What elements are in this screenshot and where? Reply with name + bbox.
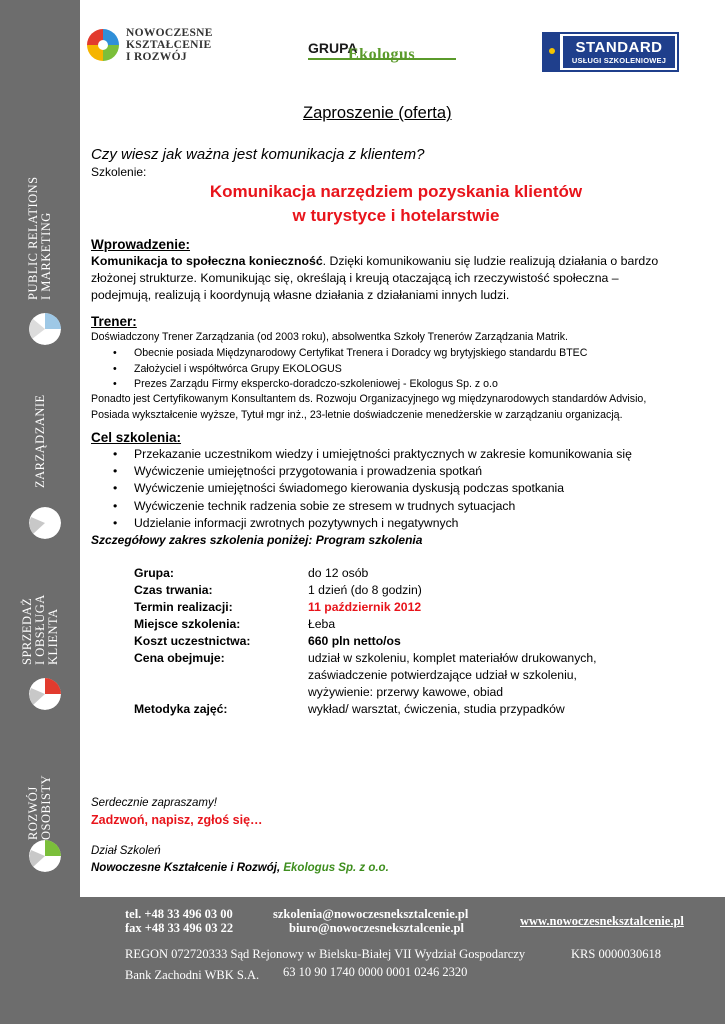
- footer: [80, 897, 725, 1024]
- detail-row: [134, 582, 694, 599]
- trainer-bullets: [113, 346, 587, 393]
- list-item: • Obecnie posiada Międzynarodowy Certyfikat Trenera i Doradcy wg brytyjskiego standardu BTEC: [113, 346, 587, 362]
- sidebar-circle-icon: [29, 840, 61, 872]
- sidebar-circle-icon: [29, 678, 61, 710]
- detail-label: Termin realizacji:: [134, 600, 233, 614]
- detail-row: [134, 667, 694, 684]
- footer-account: 63 10 90 1740 0000 0001 0246 2320: [283, 965, 468, 979]
- detail-label: Czas trwania:: [134, 583, 213, 597]
- question-line: Czy wiesz jak ważna jest komunikacja z klientem?: [91, 146, 425, 163]
- logo-standard-uslugi: STANDARD USŁUGI SZKOLENIOWEJ: [542, 32, 679, 72]
- detail-value: wyżywienie: przerwy kawowe, obiad: [308, 685, 504, 699]
- detail-row: [134, 565, 694, 582]
- trainer-heading: Trener:: [91, 314, 137, 329]
- trainer-line1: Doświadczony Trener Zarządzania (od 2003 roku), absolwentka Szkoły Trenerów Zarządzania Matrik.: [91, 331, 568, 343]
- program-note: Szczegółowy zakres szkolenia poniżej: Program szkolenia: [91, 533, 423, 547]
- closing-block: [91, 795, 389, 877]
- detail-value: 660 pln netto/os: [308, 634, 401, 648]
- course-title: Komunikacja narzędziem pozyskania klientów w turystyce i hotelarstwie: [209, 182, 583, 225]
- closing-dept: Dział Szkoleń: [91, 845, 161, 857]
- detail-value: wykład/ warsztat, ćwiczenia, studia przypadków: [308, 702, 565, 716]
- goal-bullets: [113, 446, 632, 532]
- detail-row: [134, 650, 694, 667]
- sidebar-label-zarzadzanie: ZARZĄDZANIE: [32, 394, 47, 488]
- logo-nowoczesne-ksztalcenie: NOWOCZESNE KSZTAŁCENIE I ROZWÓJ: [86, 27, 213, 63]
- detail-value: Łeba: [308, 617, 336, 631]
- sidebar-label-rozwoj: ROZWÓJ OSOBISTY: [26, 774, 53, 840]
- intro-heading: Wprowadzenie:: [91, 237, 191, 252]
- list-item: • Wyćwiczenie technik radzenia sobie ze stresem w trudnych sytuacjach: [113, 498, 632, 515]
- detail-row: [134, 599, 694, 616]
- footer-regon: REGON 072720333 Sąd Rejonowy w Bielsku-Białej VII Wydział Gospodarczy: [125, 947, 526, 961]
- detail-label: Cena obejmuje:: [134, 651, 225, 665]
- szkolenie-label: Szkolenie:: [91, 165, 147, 179]
- intro-paragraph: Komunikacja to społeczna konieczność. Dzięki komunikowaniu się ludzie realizują działania o bardzo złożonej strukturze. Komunikując się, określają i kreują otaczającą ich rzeczywistość społeczna – podejmują, realizują i koordynują własne działania z działaniami innych ludzi.: [91, 254, 659, 302]
- footer-email-biuro[interactable]: biuro@nowoczesneksztalcenie.pl: [289, 921, 464, 935]
- list-item: • Udzielanie informacji zwrotnych pozytywnych i negatywnych: [113, 515, 632, 532]
- detail-label: Grupa:: [134, 566, 174, 580]
- footer-fax: fax +48 33 496 03 22: [125, 921, 234, 935]
- detail-row: [134, 616, 694, 633]
- eu-flag-icon: [544, 34, 560, 70]
- list-item: • Wyćwiczenie umiejętności przygotowania i prowadzenia spotkań: [113, 463, 632, 480]
- sidebar-circle-icon: [29, 507, 61, 539]
- detail-row: [134, 701, 694, 718]
- detail-row: [134, 684, 694, 701]
- sidebar: [0, 0, 80, 1024]
- footer-bank: Bank Zachodni WBK S.A.: [125, 968, 260, 982]
- detail-value: 11 październik 2012: [308, 600, 422, 614]
- footer-krs: KRS 0000030618: [571, 947, 661, 961]
- detail-label: Metodyka zajęć:: [134, 702, 228, 716]
- closing-call: Zadzwoń, napisz, zgłoś się…: [91, 813, 263, 827]
- page-title: Zaproszenie (oferta): [303, 104, 452, 122]
- detail-value: do 12 osób: [308, 566, 369, 580]
- logo-grupa-ekologus: GRUPA Ekologus: [308, 40, 458, 70]
- footer-website-link[interactable]: www.nowoczesneksztalcenie.pl: [520, 914, 684, 928]
- list-item: • Założyciel i współtwórca Grupy EKOLOGUS: [113, 362, 587, 378]
- sidebar-label-sprzedaz: SPRZEDAŻ I OBSŁUGA KLIENTA: [19, 594, 60, 665]
- detail-value: zaświadczenie potwierdzające udział w szkoleniu,: [308, 668, 577, 682]
- footer-tel: tel. +48 33 496 03 00: [125, 907, 233, 921]
- detail-label: Miejsce szkolenia:: [134, 617, 241, 631]
- nowoczesne-logo-icon: [86, 28, 120, 62]
- footer-email-szkolenia[interactable]: szkolenia@nowoczesneksztalcenie.pl: [273, 907, 469, 921]
- closing-org: Nowoczesne Kształcenie i Rozwój, Ekologus Sp. z o.o.: [91, 862, 389, 874]
- closing-greeting: Serdecznie zapraszamy!: [91, 797, 217, 809]
- goal-heading: Cel szkolenia:: [91, 430, 182, 445]
- detail-row: [134, 633, 694, 650]
- sidebar-label-public-relations: PUBLIC RELATIONS I MARKETING: [26, 176, 53, 300]
- detail-value: udział w szkoleniu, komplet materiałów drukowanych,: [308, 651, 597, 665]
- detail-label: [134, 667, 308, 684]
- list-item: • Wyćwiczenie umiejętności świadomego kierowania dyskusją podczas spotkania: [113, 480, 632, 497]
- sidebar-circle-icon: [29, 313, 61, 345]
- detail-label: Koszt uczestnictwa:: [134, 634, 251, 648]
- list-item: • Prezes Zarządu Firmy ekspercko-doradczo-szkoleniowej - Ekologus Sp. z o.o: [113, 377, 587, 393]
- detail-label: [134, 684, 308, 701]
- trainer-more: Ponadto jest Certyfikowanym Konsultantem ds. Rozwoju Organizacyjnego wg międzynarodowych standardów Advisio, Posiada wykształcenie wyższe, Tytuł mgr inż., 23-letnie doświadczenie menedżerskie w zarządzaniu organizacją.: [91, 393, 647, 421]
- detail-value: 1 dzień (do 8 godzin): [308, 583, 422, 597]
- list-item: • Przekazanie uczestnikom wiedzy i umiejętności praktycznych w zakresie komunikowania się: [113, 446, 632, 463]
- details-table: [134, 565, 694, 718]
